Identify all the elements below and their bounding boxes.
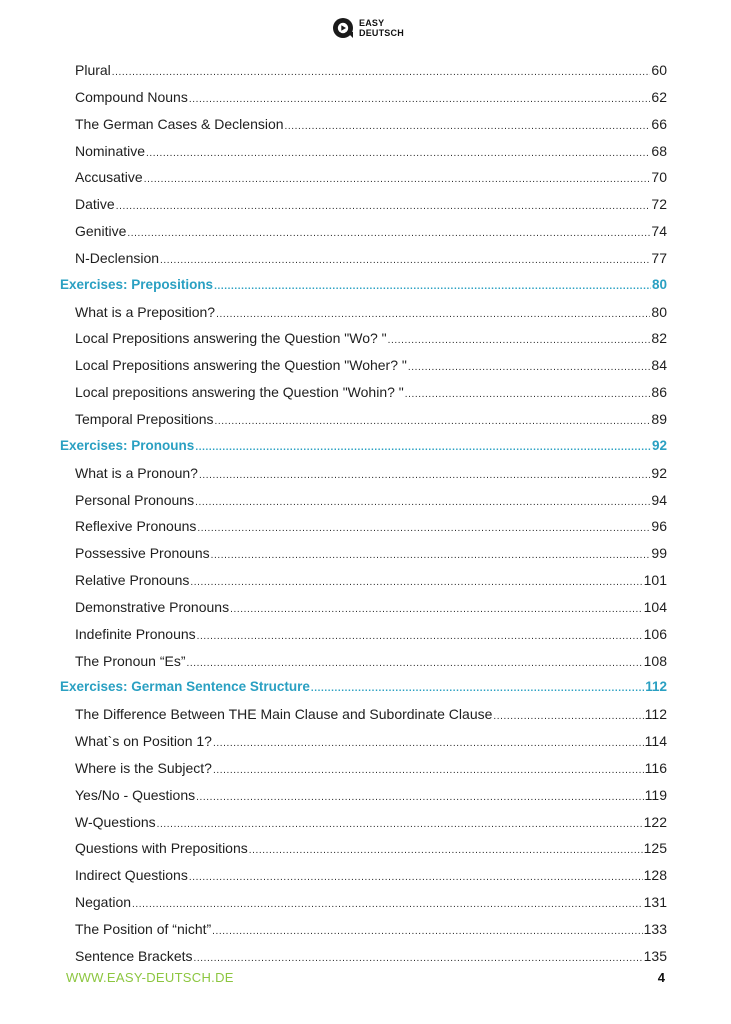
toc-entry-title: Negation (75, 894, 132, 911)
toc-entry-title: N-Declension (75, 249, 160, 266)
toc-entry-title: Possessive Pronouns (75, 545, 210, 562)
toc-entry[interactable] (60, 621, 667, 648)
toc-entry-page-number: 133 (643, 921, 667, 937)
toc-entry[interactable] (60, 138, 667, 165)
logo-line-2: DEUTSCH (359, 28, 404, 38)
toc-entry[interactable] (60, 916, 667, 943)
toc-entry-title: The Position of “nicht” (75, 921, 212, 937)
toc-dot-leader (216, 302, 650, 329)
toc-dot-leader (116, 194, 651, 221)
toc-entry-page-number: 135 (643, 947, 667, 964)
toc-entry-title: Nominative (75, 142, 146, 159)
toc-entry-page-number: 96 (651, 518, 667, 535)
toc-entry-page-number: 92 (651, 464, 667, 481)
toc-section-entry[interactable] (60, 433, 667, 460)
toc-dot-leader (157, 812, 643, 839)
toc-dot-leader (189, 865, 643, 892)
toc-entry[interactable] (60, 57, 667, 84)
footer-website-link[interactable]: WWW.EASY-DEUTSCH.DE (66, 970, 234, 985)
easy-deutsch-logo-icon (332, 17, 354, 39)
toc-entry[interactable] (60, 540, 667, 567)
toc-entry-page-number: 92 (651, 437, 667, 453)
toc-entry-title: Local prepositions answering the Question "Wohin? " (75, 384, 404, 401)
toc-entry-page-number: 62 (651, 88, 667, 105)
toc-dot-leader (195, 435, 651, 462)
toc-entry[interactable] (60, 835, 667, 862)
toc-entry-title: Indefinite Pronouns (75, 625, 196, 642)
toc-dot-leader (144, 167, 651, 194)
toc-entry-page-number: 89 (651, 410, 667, 427)
toc-entry-page-number: 72 (651, 196, 667, 213)
toc-dot-leader (197, 624, 643, 651)
toc-entry[interactable] (60, 809, 667, 836)
toc-entry-title: Exercises: German Sentence Structure (60, 679, 310, 695)
toc-entry[interactable] (60, 513, 667, 540)
toc-entry-title: The German Cases & Declension (75, 115, 284, 132)
toc-entry[interactable] (60, 245, 667, 272)
logo-wordmark (359, 18, 404, 38)
toc-entry-page-number: 80 (651, 276, 667, 292)
toc-dot-leader (213, 731, 644, 758)
toc-entry[interactable] (60, 701, 667, 728)
toc-dot-leader (195, 490, 650, 517)
toc-dot-leader (190, 570, 642, 597)
toc-dot-leader (213, 758, 644, 785)
toc-entry-page-number: 119 (644, 786, 667, 803)
toc-entry-title: Local Prepositions answering the Question "Wo? " (75, 330, 387, 347)
toc-entry-page-number: 70 (651, 169, 667, 186)
toc-entry-page-number: 112 (644, 706, 667, 723)
toc-dot-leader (215, 409, 651, 436)
toc-entry-page-number: 86 (651, 384, 667, 401)
toc-entry-title: Questions with Prepositions (75, 840, 248, 857)
toc-entry-page-number: 108 (643, 652, 667, 669)
toc-dot-leader (189, 87, 651, 114)
toc-entry-page-number: 106 (643, 625, 667, 642)
toc-dot-leader (196, 785, 644, 812)
toc-entry-page-number: 84 (651, 357, 667, 374)
toc-entry[interactable] (60, 648, 667, 675)
toc-entry-title: The Pronoun “Es” (75, 652, 186, 669)
toc-dot-leader (493, 704, 643, 731)
toc-dot-leader (408, 355, 651, 382)
toc-dot-leader (199, 463, 650, 490)
logo-line-1: EASY (359, 18, 385, 28)
toc-dot-leader (388, 328, 651, 355)
toc-entry[interactable] (60, 325, 667, 352)
toc-dot-leader (132, 892, 643, 919)
toc-entry-page-number: 101 (643, 572, 667, 589)
toc-entry-title: Local Prepositions answering the Question "Woher? " (75, 357, 407, 374)
toc-dot-leader (197, 516, 650, 543)
toc-entry-page-number: 60 (651, 62, 667, 78)
toc-entry-page-number: 112 (645, 679, 667, 695)
toc-entry[interactable] (60, 889, 667, 916)
toc-entry-page-number: 77 (651, 249, 667, 266)
toc-entry-title: W-Questions (75, 813, 156, 830)
footer-page-number: 4 (657, 970, 665, 985)
toc-entry-page-number: 68 (651, 142, 667, 159)
toc-dot-leader (187, 651, 643, 678)
toc-entry-title: Exercises: Pronouns (60, 437, 195, 453)
toc-entry-title: Plural (75, 62, 111, 78)
toc-entry-title: Where is the Subject? (75, 759, 212, 776)
toc-entry[interactable] (60, 728, 667, 755)
toc-dot-leader (230, 597, 643, 624)
toc-entry-title: Yes/No - Questions (75, 786, 196, 803)
toc-entry-page-number: 128 (643, 867, 667, 884)
toc-entry-title: Compound Nouns (75, 88, 188, 105)
toc-entry-title: Dative (75, 196, 115, 213)
toc-entry[interactable] (60, 379, 667, 406)
toc-entry[interactable] (60, 862, 667, 889)
toc-dot-leader (212, 919, 642, 946)
toc-entry-page-number: 122 (643, 813, 667, 830)
toc-entry-title: What is a Pronoun? (75, 464, 198, 481)
toc-dot-leader (160, 248, 650, 275)
toc-dot-leader (249, 838, 643, 865)
toc-entry[interactable] (60, 460, 667, 487)
toc-section-entry[interactable] (60, 674, 667, 701)
toc-dot-leader (214, 274, 651, 301)
toc-entry[interactable] (60, 111, 667, 138)
toc-entry-title: The Difference Between THE Main Clause and Subordinate Clause (75, 706, 493, 723)
toc-entry-title: Accusative (75, 169, 143, 186)
toc-dot-leader (194, 946, 643, 973)
toc-entry-title: Reflexive Pronouns (75, 518, 197, 535)
header-logo (332, 17, 404, 39)
toc-entry-page-number: 131 (643, 894, 667, 911)
toc-entry-page-number: 104 (643, 598, 667, 615)
table-of-contents (60, 57, 667, 970)
toc-entry-title: Indirect Questions (75, 867, 188, 884)
toc-dot-leader (211, 543, 651, 570)
toc-entry-page-number: 74 (651, 223, 667, 240)
toc-entry[interactable] (60, 487, 667, 514)
toc-entry-page-number: 116 (644, 759, 667, 776)
toc-entry[interactable] (60, 782, 667, 809)
toc-entry-title: Relative Pronouns (75, 572, 190, 589)
toc-entry[interactable] (60, 943, 667, 970)
toc-dot-leader (405, 382, 651, 409)
toc-entry-page-number: 99 (651, 545, 667, 562)
toc-entry-title: Temporal Prepositions (75, 410, 214, 427)
toc-entry-page-number: 80 (651, 303, 667, 320)
toc-entry-title: Personal Pronouns (75, 491, 195, 508)
toc-entry[interactable] (60, 352, 667, 379)
toc-entry-title: Exercises: Prepositions (60, 276, 214, 292)
toc-dot-leader (285, 114, 651, 141)
toc-entry-title: Genitive (75, 223, 127, 240)
toc-entry[interactable] (60, 299, 667, 326)
toc-entry[interactable] (60, 191, 667, 218)
toc-dot-leader (127, 221, 650, 248)
toc-dot-leader (146, 141, 650, 168)
toc-entry-title: What`s on Position 1? (75, 733, 212, 750)
toc-entry-page-number: 66 (651, 115, 667, 132)
toc-entry-page-number: 82 (651, 330, 667, 347)
toc-entry-title: Demonstrative Pronouns (75, 598, 230, 615)
toc-entry[interactable] (60, 567, 667, 594)
toc-entry[interactable] (60, 218, 667, 245)
toc-entry[interactable] (60, 164, 667, 191)
toc-entry-title: What is a Preposition? (75, 303, 216, 320)
toc-entry[interactable] (60, 594, 667, 621)
toc-entry[interactable] (60, 406, 667, 433)
toc-section-entry[interactable] (60, 272, 667, 299)
toc-dot-leader (311, 676, 644, 703)
toc-entry-title: Sentence Brackets (75, 947, 193, 964)
toc-entry[interactable] (60, 755, 667, 782)
toc-entry[interactable] (60, 84, 667, 111)
toc-entry-page-number: 125 (643, 840, 667, 857)
toc-entry-page-number: 114 (644, 733, 667, 750)
toc-dot-leader (112, 60, 651, 87)
toc-entry-page-number: 94 (651, 491, 667, 508)
